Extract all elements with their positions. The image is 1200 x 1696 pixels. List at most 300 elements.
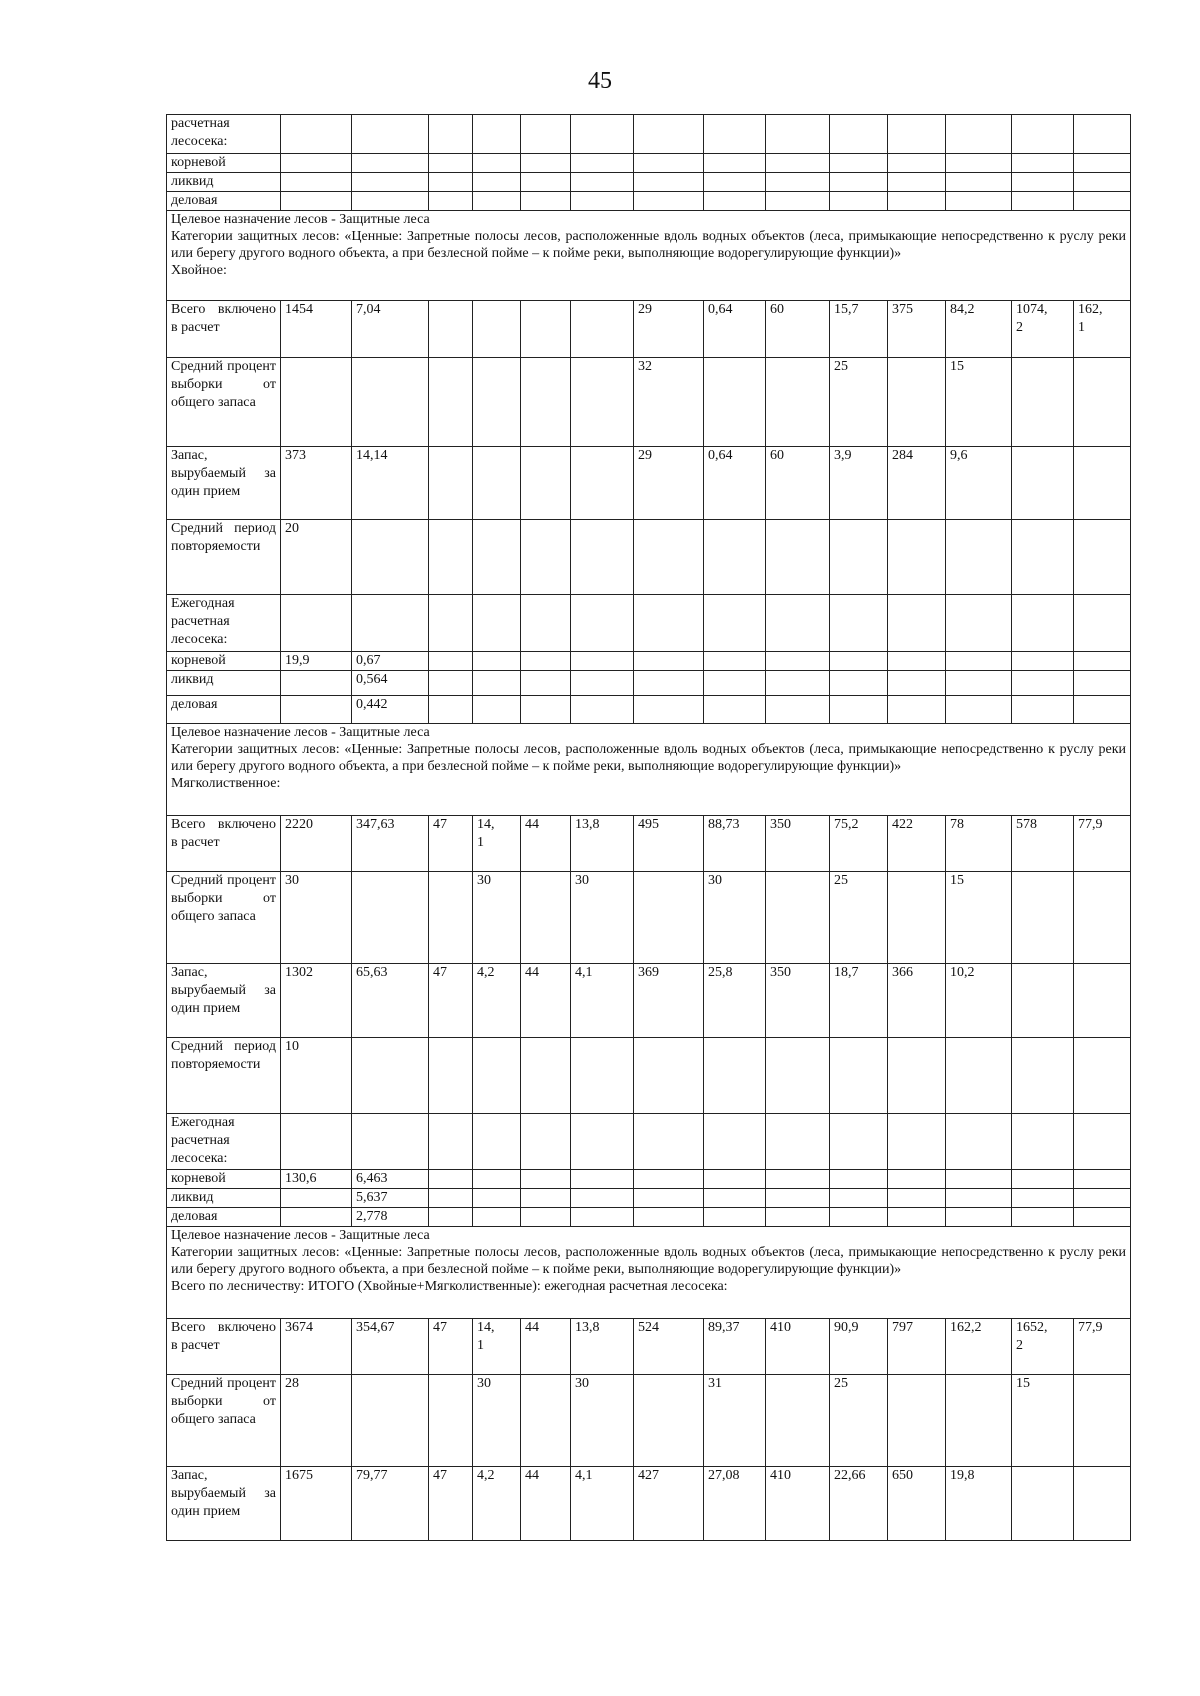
table-cell [634,652,704,671]
row-label: деловая [167,1208,281,1227]
table-cell [634,1208,704,1227]
table-cell [521,358,571,447]
table-cell [888,115,946,154]
table-cell [1074,1375,1131,1467]
table-cell [1012,1467,1074,1541]
table-cell [634,1375,704,1467]
table-cell [521,1038,571,1114]
table-cell [1074,652,1131,671]
table-cell [521,1375,571,1467]
table-cell [352,1375,429,1467]
table-cell [1074,671,1131,696]
table-cell [634,696,704,724]
row-label: Запас, вырубаемый за один прием [167,447,281,520]
row-label: Запас, вырубаемый за один прием [167,1467,281,1541]
table-cell [704,652,766,671]
table-cell [946,1114,1012,1170]
table-cell [429,192,473,211]
table-cell [830,520,888,595]
table-cell [571,652,634,671]
section-header-row [167,724,1131,816]
table-cell [1074,192,1131,211]
row-label: расчетная лесосека: [167,115,281,154]
table-cell [946,1375,1012,1467]
row-label: ликвид [167,1189,281,1208]
table-row [167,1375,1131,1467]
table-cell [704,1170,766,1189]
table-cell [429,595,473,652]
table-cell [571,154,634,173]
row-label: Всего включено в расчет [167,816,281,872]
table-cell [1012,671,1074,696]
table-cell: 410 [766,1467,830,1541]
table-cell [571,358,634,447]
table-cell: 90,9 [830,1319,888,1375]
table-cell [521,301,571,358]
table-cell [888,671,946,696]
table-cell [473,301,521,358]
table-cell: 4,1 [571,964,634,1038]
table-cell: 797 [888,1319,946,1375]
table-cell [766,652,830,671]
table-cell [571,1038,634,1114]
section-header [167,211,1131,301]
table-cell: 14, 1 [473,1319,521,1375]
table-cell [352,872,429,964]
table-cell [571,173,634,192]
row-label: корневой [167,652,281,671]
section-header-row [167,211,1131,301]
table-cell [766,671,830,696]
table-row [167,696,1131,724]
table-cell [1012,652,1074,671]
table-cell [521,595,571,652]
table-cell [704,1038,766,1114]
table-cell [571,447,634,520]
table-cell [473,652,521,671]
row-label: Запас, вырубаемый за один прием [167,964,281,1038]
table-cell [830,595,888,652]
table-cell: 15 [946,358,1012,447]
table-cell [830,1114,888,1170]
table-cell [1074,1208,1131,1227]
table-cell [352,154,429,173]
table-cell [946,652,1012,671]
table-cell: 13,8 [571,1319,634,1375]
table-cell [704,671,766,696]
table-cell [281,154,352,173]
table-cell [473,696,521,724]
section-purpose: Целевое назначение лесов - Защитные леса [171,1228,430,1243]
table-cell [634,671,704,696]
table-cell: 30 [281,872,352,964]
table-cell: 1454 [281,301,352,358]
table-cell [473,671,521,696]
forest-harvest-table [166,114,1131,1541]
table-cell [571,1114,634,1170]
table-cell: 162, 1 [1074,301,1131,358]
row-label: Всего включено в расчет [167,1319,281,1375]
table-cell: 30 [571,872,634,964]
table-cell [704,595,766,652]
table-cell [830,696,888,724]
table-cell: 373 [281,447,352,520]
table-cell: 28 [281,1375,352,1467]
table-cell [634,154,704,173]
table-cell: 10,2 [946,964,1012,1038]
table-cell: 31 [704,1375,766,1467]
table-cell [352,1114,429,1170]
table-cell [704,192,766,211]
table-cell: 60 [766,301,830,358]
table-cell: 524 [634,1319,704,1375]
table-cell [1074,1467,1131,1541]
table-cell [830,1189,888,1208]
table-cell [704,1208,766,1227]
table-cell [766,595,830,652]
table-cell [281,1114,352,1170]
table-cell [704,115,766,154]
table-cell [1074,447,1131,520]
table-cell [830,652,888,671]
table-cell [1074,696,1131,724]
table-cell [571,520,634,595]
table-cell: 15,7 [830,301,888,358]
table-cell [473,1038,521,1114]
table-cell: 0,442 [352,696,429,724]
table-cell [429,671,473,696]
table-cell [1074,1189,1131,1208]
section-species: Мягколиственное: [171,776,281,791]
table-cell [473,115,521,154]
table-cell: 1652, 2 [1012,1319,1074,1375]
table-cell [1012,1038,1074,1114]
table-cell [888,1170,946,1189]
table-cell: 25 [830,1375,888,1467]
table-row [167,872,1131,964]
table-row [167,1114,1131,1170]
table-cell [571,301,634,358]
table-cell: 77,9 [1074,1319,1131,1375]
table-cell: 4,2 [473,964,521,1038]
table-cell: 29 [634,301,704,358]
table-cell [888,652,946,671]
table-cell [429,447,473,520]
table-cell [634,872,704,964]
table-cell [429,358,473,447]
table-cell: 75,2 [830,816,888,872]
table-cell [946,1170,1012,1189]
table-cell: 44 [521,964,571,1038]
table-cell: 47 [429,964,473,1038]
table-cell: 20 [281,520,352,595]
table-cell: 347,63 [352,816,429,872]
table-cell [1074,115,1131,154]
table-cell: 6,463 [352,1170,429,1189]
page-number: 45 [588,68,612,94]
table-cell [521,1114,571,1170]
table-row [167,1208,1131,1227]
table-cell: 3,9 [830,447,888,520]
table-cell [634,595,704,652]
table-cell [1012,115,1074,154]
table-cell: 44 [521,1319,571,1375]
table-cell [429,154,473,173]
table-cell: 60 [766,447,830,520]
row-label: Средний процент выборки от общего запаса [167,358,281,447]
table-cell: 30 [473,1375,521,1467]
row-label: Средний процент выборки от общего запаса [167,1375,281,1467]
table-cell [571,1208,634,1227]
table-cell [704,1189,766,1208]
table-cell: 350 [766,816,830,872]
table-cell [571,115,634,154]
table-cell [634,1189,704,1208]
table-cell [888,192,946,211]
table-cell: 4,2 [473,1467,521,1541]
table-cell [429,1114,473,1170]
table-cell [473,1208,521,1227]
section-purpose: Целевое назначение лесов - Защитные леса [171,725,430,740]
table-cell: 65,63 [352,964,429,1038]
table-cell: 495 [634,816,704,872]
table-cell [352,1038,429,1114]
table-cell: 578 [1012,816,1074,872]
table-cell [1012,154,1074,173]
table-cell: 47 [429,816,473,872]
row-label: ликвид [167,671,281,696]
table-cell [521,192,571,211]
table-cell [352,358,429,447]
table-cell [281,595,352,652]
table-cell [634,1170,704,1189]
table-row [167,964,1131,1038]
table-cell: 0,67 [352,652,429,671]
table-cell [888,358,946,447]
table-cell [946,1038,1012,1114]
table-row [167,154,1131,173]
table-cell [473,154,521,173]
table-cell: 18,7 [830,964,888,1038]
table-cell [888,1375,946,1467]
table-cell [946,1208,1012,1227]
table-row [167,447,1131,520]
table-cell [571,1189,634,1208]
table-cell [521,872,571,964]
table-cell [888,696,946,724]
table-cell: 30 [473,872,521,964]
table-cell [888,173,946,192]
table-cell [281,696,352,724]
table-cell [830,671,888,696]
table-cell [634,173,704,192]
table-cell: 25,8 [704,964,766,1038]
table-cell: 47 [429,1467,473,1541]
table-cell [704,520,766,595]
table-cell [946,1189,1012,1208]
table-cell: 427 [634,1467,704,1541]
table-row [167,652,1131,671]
section-category: Категории защитных лесов: «Ценные: Запретные полосы лесов, расположенные вдоль водных объектов (леса, примыкающие непосредственно к руслу реки или берегу другого водного объекта, а при безлесной пойме – к пойме реки, выполняющие водорегулирующие функции)» [171,1245,1126,1277]
table-cell [830,1208,888,1227]
table-cell [1012,520,1074,595]
table-cell [766,1208,830,1227]
table-cell [888,1208,946,1227]
table-cell: 9,6 [946,447,1012,520]
table-cell: 650 [888,1467,946,1541]
table-cell [473,173,521,192]
table-cell: 369 [634,964,704,1038]
table-cell [1074,358,1131,447]
table-row [167,1038,1131,1114]
table-cell: 410 [766,1319,830,1375]
table-cell: 366 [888,964,946,1038]
table-cell [1012,173,1074,192]
table-cell: 15 [946,872,1012,964]
table-cell: 1302 [281,964,352,1038]
table-cell: 422 [888,816,946,872]
table-cell [634,1038,704,1114]
table-cell: 284 [888,447,946,520]
table-cell [1074,520,1131,595]
table-cell: 88,73 [704,816,766,872]
table-row [167,192,1131,211]
table-cell: 350 [766,964,830,1038]
table-cell: 375 [888,301,946,358]
table-cell: 19,8 [946,1467,1012,1541]
table-cell [571,192,634,211]
table-cell: 44 [521,1467,571,1541]
row-label: Средний период повторяемости [167,1038,281,1114]
table-cell [1012,1114,1074,1170]
table-cell [1012,1208,1074,1227]
table-cell [766,696,830,724]
table-cell [946,696,1012,724]
table-cell [429,652,473,671]
table-row [167,1170,1131,1189]
table-cell: 25 [830,358,888,447]
section-header-row [167,1227,1131,1319]
table-cell [352,173,429,192]
table-cell: 79,77 [352,1467,429,1541]
table-cell [429,696,473,724]
table-cell [766,520,830,595]
table-cell [521,154,571,173]
row-label: Всего включено в расчет [167,301,281,358]
table-cell [830,192,888,211]
table-cell [888,1189,946,1208]
table-cell [888,872,946,964]
table-cell: 13,8 [571,816,634,872]
table-cell: 7,04 [352,301,429,358]
table-row [167,1189,1131,1208]
table-cell [521,1189,571,1208]
table-cell [281,192,352,211]
table-cell [946,154,1012,173]
table-cell: 130,6 [281,1170,352,1189]
table-cell: 32 [634,358,704,447]
table-cell [634,115,704,154]
table-cell [946,115,1012,154]
table-cell: 162,2 [946,1319,1012,1375]
table-cell [1074,173,1131,192]
row-label: Средний период повторяемости [167,520,281,595]
table-cell: 27,08 [704,1467,766,1541]
table-cell [1012,1189,1074,1208]
table-cell [473,192,521,211]
table-cell [766,872,830,964]
table-cell: 78 [946,816,1012,872]
table-cell [766,1189,830,1208]
table-row [167,595,1131,652]
table-cell: 15 [1012,1375,1074,1467]
table-cell: 5,637 [352,1189,429,1208]
table-cell [1012,872,1074,964]
table-cell [946,173,1012,192]
table-cell: 30 [571,1375,634,1467]
table-cell [766,358,830,447]
table-cell [704,173,766,192]
table-cell [473,447,521,520]
table-row [167,358,1131,447]
table-cell: 30 [704,872,766,964]
table-cell: 47 [429,1319,473,1375]
table-cell: 2,778 [352,1208,429,1227]
table-cell [429,1038,473,1114]
table-cell [1012,192,1074,211]
table-cell: 22,66 [830,1467,888,1541]
table-cell [766,154,830,173]
table-cell [1012,358,1074,447]
table-cell [521,115,571,154]
table-cell [1074,1170,1131,1189]
section-header [167,724,1131,816]
row-label: ликвид [167,173,281,192]
row-label: Ежегодная расчетная лесосека: [167,1114,281,1170]
table-cell [766,1375,830,1467]
table-cell [704,358,766,447]
table-cell [1074,595,1131,652]
table-cell [429,1170,473,1189]
table-row [167,1467,1131,1541]
table-cell [429,1208,473,1227]
section-species: Хвойное: [171,263,227,278]
row-label: деловая [167,696,281,724]
table-cell [521,671,571,696]
table-row [167,301,1131,358]
section-species: Всего по лесничеству: ИТОГО (Хвойные+Мягколиственные): ежегодная расчетная лесосека: [171,1279,728,1294]
table-cell [352,115,429,154]
table-cell [888,154,946,173]
table-cell [766,192,830,211]
row-label: Средний процент выборки от общего запаса [167,872,281,964]
table-cell: 4,1 [571,1467,634,1541]
table-cell [946,671,1012,696]
table-cell: 354,67 [352,1319,429,1375]
table-cell [473,1170,521,1189]
table-cell [704,154,766,173]
table-cell: 3674 [281,1319,352,1375]
table-cell [1074,1038,1131,1114]
table-cell [281,358,352,447]
table-cell [521,447,571,520]
table-cell [352,192,429,211]
table-cell: 1675 [281,1467,352,1541]
table-row [167,816,1131,872]
table-cell [521,173,571,192]
table-cell [1074,964,1131,1038]
table-cell [1074,154,1131,173]
